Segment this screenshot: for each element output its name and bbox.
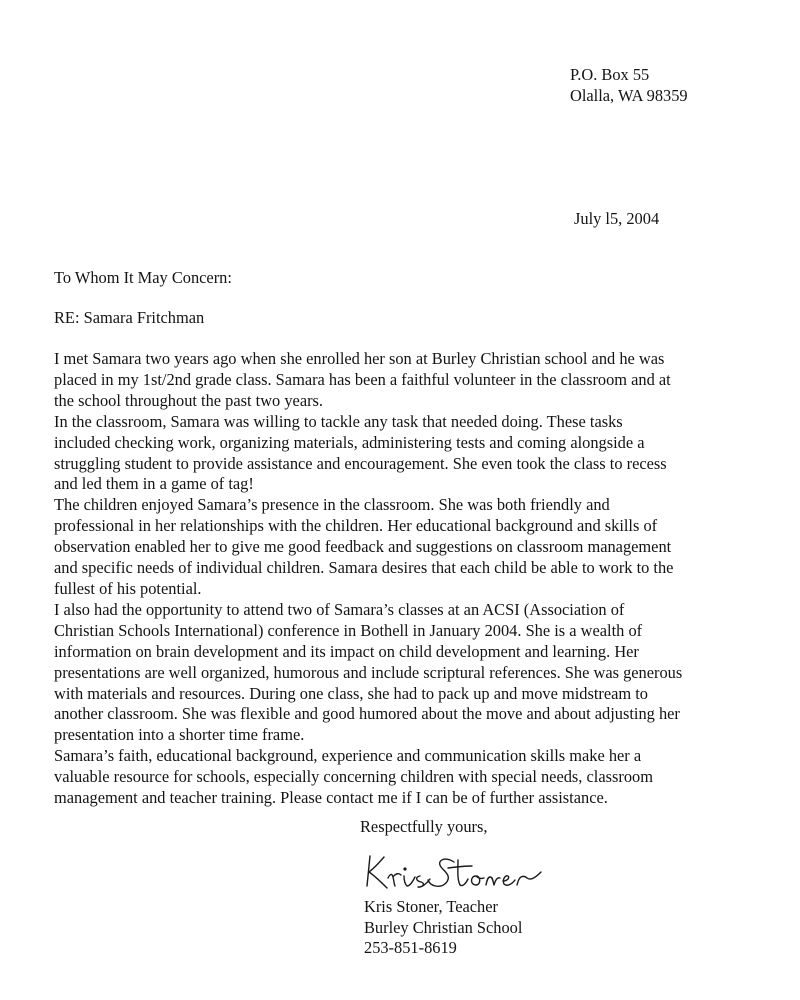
body-line: Samara’s faith, educational background, experience and communication skills make her a [54,746,642,766]
signer-name-title: Kris Stoner, Teacher [364,897,498,916]
salutation [54,267,232,288]
return-address-line: P.O. Box 55 [570,65,650,84]
closing-text: Respectfully yours, [360,817,488,836]
body-line: I also had the opportunity to attend two of Samara’s classes at an ACSI (Association of [54,599,625,619]
letter-body [54,349,754,809]
body-line: professional in her relationships with the children. Her educational background and skills of [54,516,658,536]
body-line: presentations are well organized, humorous and include scriptural references. She was generous [54,662,683,682]
closing [360,816,487,837]
handwritten-signature [360,848,550,894]
body-line: with materials and resources. During one class, she had to pack up and move midstream to [54,683,649,703]
body-line: the school throughout the past two years. [54,390,324,410]
body-line: placed in my 1st/2nd grade class. Samara has been a faithful volunteer in the classroom and at [54,369,671,389]
body-line: Christian Schools International) conference in Bothell in January 2004. She is a wealth of [54,620,643,640]
signer-phone: 253-851-8619 [364,938,457,957]
body-line: observation enabled her to give me good feedback and suggestions on classroom management [54,537,672,557]
body-line: The children enjoyed Samara’s presence in the classroom. She was both friendly and [54,495,610,515]
body-line: presentation into a shorter time frame. [54,725,305,745]
body-line: and led them in a game of tag! [54,474,254,494]
body-line: fullest of his potential. [54,578,202,598]
body-line: and specific needs of individual children. Samara desires that each child be able to work to the [54,558,674,578]
body-line: struggling student to provide assistance and encouragement. She even took the class to recess [54,453,667,473]
date-text: July l5, 2004 [574,209,660,228]
return-address [570,64,688,106]
return-address-line: Olalla, WA 98359 [570,86,688,105]
re-line [54,307,204,328]
re-line-text: RE: Samara Fritchman [54,308,205,327]
body-line: management and teacher training. Please contact me if I can be of further assistance. [54,788,608,808]
signer-school: Burley Christian School [364,917,523,937]
letter-date [574,208,659,229]
body-line: I met Samara two years ago when she enrolled her son at Burley Christian school and he was [54,349,665,368]
salutation-text: To Whom It May Concern: [54,268,232,287]
body-line: In the classroom, Samara was willing to tackle any task that needed doing. These tasks [54,411,623,431]
body-line: included checking work, organizing materials, administering tests and coming alongside a [54,432,645,452]
body-line: valuable resource for schools, especially concerning children with special needs, classroom [54,767,653,787]
body-line: information on brain development and its impact on child development and learning. Her [54,641,639,661]
body-line: another classroom. She was flexible and good humored about the move and about adjusting her [54,704,680,724]
signature-block [364,897,522,959]
